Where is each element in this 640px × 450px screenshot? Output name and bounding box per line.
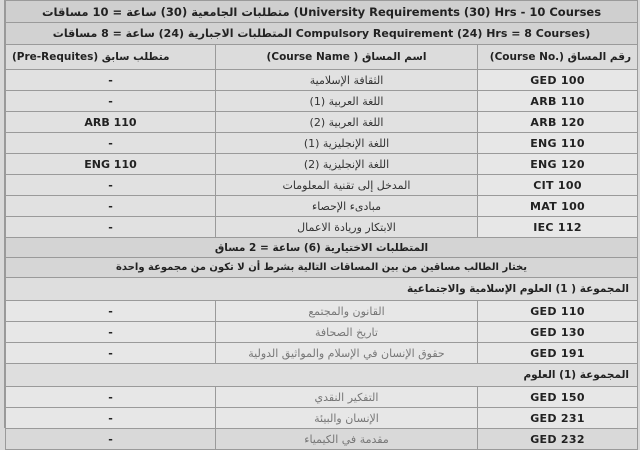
prerequisite-cell: - — [6, 91, 216, 112]
course-code-cell: ARB 110 — [478, 91, 638, 112]
requirements-table — [5, 0, 638, 450]
course-code-cell: GED 150 — [478, 387, 638, 408]
table-row — [6, 429, 638, 450]
table-row — [6, 408, 638, 429]
course-name-cell: اللغة العربية (1) — [216, 91, 478, 112]
prerequisite-cell: - — [6, 343, 216, 364]
course-code-cell: GED 100 — [478, 70, 638, 91]
course-code-cell: ENG 120 — [478, 154, 638, 175]
prerequisite-cell: - — [6, 387, 216, 408]
table-row — [6, 91, 638, 112]
prerequisite-cell: - — [6, 322, 216, 343]
group-header-row — [6, 278, 638, 301]
prerequisite-cell: - — [6, 70, 216, 91]
course-name-cell: تاريخ الصحافة — [216, 322, 478, 343]
table-row — [6, 154, 638, 175]
requirements-sheet — [4, 0, 638, 446]
university-requirements-title: متطلبات الجامعية (30) ساعة = 10 مساقات (University Requirements (30) Hrs - 10 Courses — [6, 1, 638, 23]
column-header-row — [6, 45, 638, 70]
table-row — [6, 196, 638, 217]
course-name-cell: اللغة العربية (2) — [216, 112, 478, 133]
course-code-cell: ARB 120 — [478, 112, 638, 133]
course-code-cell: GED 110 — [478, 301, 638, 322]
table-row — [6, 112, 638, 133]
course-code-cell: IEC 112 — [478, 217, 638, 238]
course-name-header: اسم المساق ( Course Name) — [216, 45, 478, 70]
course-code-cell: ENG 110 — [478, 133, 638, 154]
elective-note-row — [6, 258, 638, 278]
course-code-cell: MAT 100 — [478, 196, 638, 217]
prerequisite-cell: - — [6, 301, 216, 322]
course-name-cell: الإنسان والبيئة — [216, 408, 478, 429]
prerequisite-cell: ARB 110 — [6, 112, 216, 133]
course-code-cell: GED 232 — [478, 429, 638, 450]
university-requirements-row — [6, 1, 638, 23]
elective-requirement-title: المتطلبات الاختيارية (6) ساعة = 2 مساق — [6, 238, 638, 258]
prerequisite-cell: - — [6, 429, 216, 450]
table-row — [6, 175, 638, 196]
table-row — [6, 301, 638, 322]
table-row — [6, 343, 638, 364]
table-row — [6, 133, 638, 154]
course-name-cell: الابتكار وريادة الاعمال — [216, 217, 478, 238]
prerequisite-cell: - — [6, 175, 216, 196]
course-code-cell: GED 191 — [478, 343, 638, 364]
compulsory-requirement-title: المتطلبات الاجبارية (24) ساعة = 8 مساقات Compulsory Requirement (24) Hrs = 8 Courses) — [6, 23, 638, 45]
table-row — [6, 387, 638, 408]
course-name-cell: مقدمة في الكيمياء — [216, 429, 478, 450]
course-name-cell: حقوق الإنسان في الإسلام والمواثيق الدولية — [216, 343, 478, 364]
prerequisite-cell: - — [6, 133, 216, 154]
prerequisite-cell: - — [6, 217, 216, 238]
course-no-header: رقم المساق (.Course No) — [478, 45, 638, 70]
course-name-cell: اللغة الإنجليزية (2) — [216, 154, 478, 175]
course-name-cell: مبادىء الإحصاء — [216, 196, 478, 217]
course-code-cell: GED 231 — [478, 408, 638, 429]
course-name-cell: القانون والمجتمع — [216, 301, 478, 322]
elective-note: يختار الطالب مساقين من بين المساقات التالية بشرط أن لا تكون من مجموعة واحدة — [6, 258, 638, 278]
table-row — [6, 322, 638, 343]
course-name-cell: اللغة الإنجليزية (1) — [216, 133, 478, 154]
group-header-row — [6, 364, 638, 387]
prerequisite-cell: - — [6, 408, 216, 429]
course-code-cell: CIT 100 — [478, 175, 638, 196]
course-name-cell: المدخل إلى تقنية المعلومات — [216, 175, 478, 196]
prerequisite-cell: ENG 110 — [6, 154, 216, 175]
group-title: المجموعة (1) العلوم — [6, 364, 638, 387]
course-name-cell: الثقافة الإسلامية — [216, 70, 478, 91]
elective-requirement-row — [6, 238, 638, 258]
compulsory-requirement-row — [6, 23, 638, 45]
course-name-cell: التفكير النقدي — [216, 387, 478, 408]
prerequisites-header: (Pre-Requites) متطلب سابق — [6, 45, 216, 70]
group-title: المجموعة ( 1) العلوم الإسلامية والاجتماعية — [6, 278, 638, 301]
table-row — [6, 217, 638, 238]
course-code-cell: GED 130 — [478, 322, 638, 343]
table-row — [6, 70, 638, 91]
prerequisite-cell: - — [6, 196, 216, 217]
